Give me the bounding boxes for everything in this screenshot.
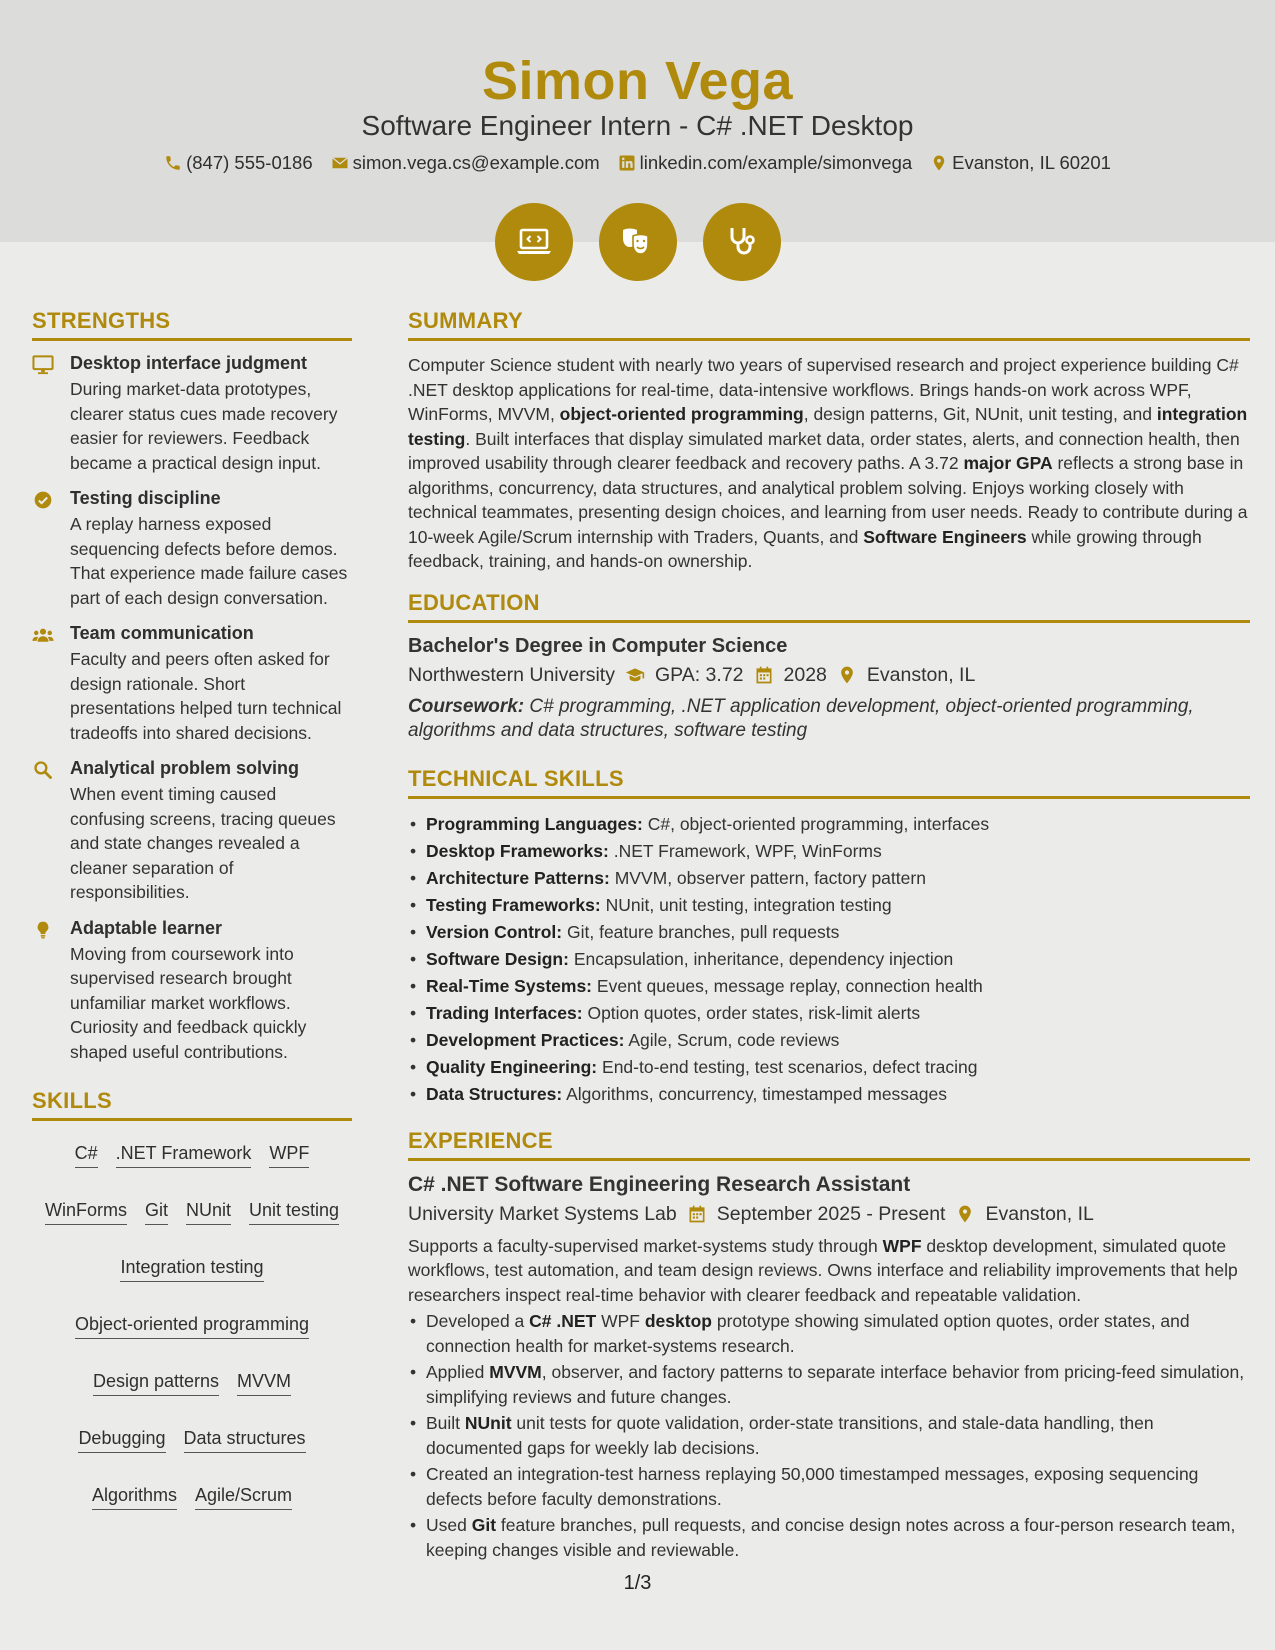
list-item: • Data Structures: Algorithms, concurrency, timestamped messages bbox=[408, 1081, 1250, 1108]
skill-chip: Object-oriented programming bbox=[75, 1310, 309, 1339]
experience-title: EXPERIENCE bbox=[408, 1128, 1250, 1161]
summary-text: Computer Science student with nearly two years of supervised research and project experience building C# .NET desktop applications for real-time, data-intensive workflows. Brings hands-on work across WPF, WinForms, MVVM, object-oriented programming, design patterns, Git, NUnit, unit testing, and integration testing. Built interfaces that display simulated market data, order states, alerts, and connection health, then improved usability through clearer feedback and recovery paths. A 3.72 major GPA reflects a strong base in algorithms, concurrency, data structures, and analytical problem solving. Enjoys working closely with technical teammates, presenting design choices, and learning from user needs. Ready to contribute during a 10-week Agile/Scrum internship with Traders, Quants, and Software Engineers while growing through feedback, training, and hands-on ownership. bbox=[408, 355, 1248, 571]
map-pin-icon bbox=[837, 665, 857, 685]
experience-meta bbox=[408, 1203, 1250, 1226]
list-item: • Trading Interfaces: Option quotes, order states, risk-limit alerts bbox=[408, 1000, 1250, 1027]
skill-chip: Data structures bbox=[184, 1424, 306, 1453]
strength-text: During market-data prototypes, clearer status cues made recovery easier for reviewers. Feedback became a practical design input. bbox=[70, 379, 338, 473]
map-pin-icon bbox=[930, 154, 948, 172]
badge-laptop bbox=[495, 203, 573, 281]
list-item: • Developed a C# .NET WPF desktop prototype showing simulated option quotes, order states, and connection health for market-systems research. bbox=[408, 1309, 1250, 1358]
phone-icon bbox=[164, 154, 182, 172]
linkedin-text: linkedin.com/example/simonvega bbox=[639, 152, 913, 173]
right-column bbox=[408, 308, 1250, 1564]
graduation-cap-icon bbox=[625, 665, 645, 685]
list-item: • Applied MVVM, observer, and factory patterns to separate interface behavior from pricing-feed simulation, simplifying reviews and future changes. bbox=[408, 1360, 1250, 1409]
lightbulb-icon bbox=[32, 920, 54, 940]
job-title: C# .NET Software Engineering Research Assistant bbox=[408, 1172, 911, 1196]
contact-email[interactable] bbox=[331, 152, 600, 174]
monitor-icon bbox=[32, 355, 54, 375]
skill-chip: .NET Framework bbox=[116, 1139, 252, 1168]
envelope-icon bbox=[331, 154, 349, 172]
skill-chip: Algorithms bbox=[92, 1481, 177, 1510]
candidate-name: Simon Vega bbox=[481, 51, 794, 111]
contact-bar bbox=[0, 152, 1275, 174]
page-number: 1/3 bbox=[623, 1572, 652, 1594]
strength-title: Team communication bbox=[70, 623, 254, 643]
strength-title: Adaptable learner bbox=[70, 917, 223, 938]
list-item: • Used Git feature branches, pull requests, and concise design notes across a four-person research team, keeping changes visible and reviewable. bbox=[408, 1513, 1250, 1562]
skill-chip: NUnit bbox=[186, 1196, 231, 1225]
contact-linkedin[interactable] bbox=[618, 152, 913, 174]
strength-item bbox=[32, 758, 352, 905]
skill-chip: Agile/Scrum bbox=[195, 1481, 292, 1510]
skill-chip: MVVM bbox=[237, 1367, 291, 1396]
education-title: EDUCATION bbox=[408, 590, 1250, 623]
search-icon bbox=[32, 760, 54, 780]
list-item: • Development Practices: Agile, Scrum, code reviews bbox=[408, 1027, 1250, 1054]
list-item: • Testing Frameworks: NUnit, unit testing, integration testing bbox=[408, 892, 1250, 919]
linkedin-icon bbox=[618, 154, 636, 172]
strength-text: Moving from coursework into supervised research brought unfamiliar market workflows. Curiosity and feedback quickly shaped useful contributions. bbox=[70, 943, 307, 1062]
job-dates: September 2025 - Present bbox=[716, 1202, 946, 1225]
school-name: Northwestern University bbox=[408, 663, 615, 686]
list-item: • Desktop Frameworks: .NET Framework, WPF, WinForms bbox=[408, 838, 1250, 865]
gpa-value: GPA: 3.72 bbox=[654, 663, 744, 686]
calendar-icon bbox=[754, 665, 774, 685]
candidate-role: Software Engineer Intern - C# .NET Desktop bbox=[361, 110, 914, 141]
list-item: • Real-Time Systems: Event queues, message replay, connection health bbox=[408, 973, 1250, 1000]
list-item: • Programming Languages: C#, object-oriented programming, interfaces bbox=[408, 811, 1250, 838]
list-item: • Software Design: Encapsulation, inheritance, dependency injection bbox=[408, 946, 1250, 973]
degree-name: Bachelor's Degree in Computer Science bbox=[408, 634, 788, 657]
contact-location bbox=[930, 152, 1111, 174]
laptop-code-icon bbox=[514, 222, 554, 262]
contact-phone[interactable] bbox=[164, 152, 313, 174]
list-item: • Built NUnit unit tests for quote validation, order-state transitions, and stale-data handling, then documented gaps for weekly lab decisions. bbox=[408, 1411, 1250, 1460]
experience-description: Supports a faculty-supervised market-systems study through WPF desktop development, simulated quote workflows, test automation, and team design reviews. Owns interface and reliability improvements that help researchers inspect real-time behavior with clearer feedback and repeatable validation. bbox=[408, 1235, 1238, 1305]
strength-title: Desktop interface judgment bbox=[70, 353, 308, 373]
skill-chip: Unit testing bbox=[249, 1196, 339, 1225]
strength-item bbox=[32, 918, 352, 1065]
left-column bbox=[32, 308, 352, 1510]
badge-masks bbox=[599, 203, 677, 281]
list-item: • Architecture Patterns: MVVM, observer pattern, factory pattern bbox=[408, 865, 1250, 892]
email-text: simon.vega.cs@example.com bbox=[352, 152, 600, 173]
summary-title: SUMMARY bbox=[408, 308, 1250, 341]
strength-title: Analytical problem solving bbox=[70, 758, 300, 778]
org-name: University Market Systems Lab bbox=[408, 1202, 677, 1225]
location-text: Evanston, IL 60201 bbox=[952, 152, 1111, 173]
strength-item bbox=[32, 623, 352, 745]
check-circle-icon bbox=[32, 490, 54, 510]
calendar-icon bbox=[687, 1204, 707, 1224]
education-meta bbox=[408, 664, 1250, 687]
strengths-title: STRENGTHS bbox=[32, 308, 352, 341]
skill-chip: Integration testing bbox=[120, 1253, 263, 1282]
skill-chip: C# bbox=[75, 1139, 98, 1168]
users-icon bbox=[32, 625, 54, 645]
list-item: • Quality Engineering: End-to-end testing, test scenarios, defect tracing bbox=[408, 1054, 1250, 1081]
map-pin-icon bbox=[955, 1204, 975, 1224]
strength-text: Faculty and peers often asked for design rationale. Short presentations helped turn technical tradeoffs into shared decisions. bbox=[70, 649, 342, 743]
badge-row bbox=[0, 203, 1275, 281]
theater-masks-icon bbox=[618, 222, 658, 262]
list-item: • Created an integration-test harness replaying 50,000 timestamped messages, exposing sequencing defects before faculty demonstrations. bbox=[408, 1462, 1250, 1511]
skill-chip: Design patterns bbox=[93, 1367, 219, 1396]
job-location: Evanston, IL bbox=[985, 1202, 1094, 1225]
technical-skills-title: TECHNICAL SKILLS bbox=[408, 766, 1250, 799]
experience-bullets bbox=[408, 1309, 1250, 1562]
phone-text: (847) 555-0186 bbox=[186, 152, 313, 173]
list-item: • Version Control: Git, feature branches, pull requests bbox=[408, 919, 1250, 946]
technical-skills-list bbox=[408, 811, 1250, 1108]
skill-chip: WPF bbox=[269, 1139, 309, 1168]
skill-chip: WinForms bbox=[45, 1196, 127, 1225]
strength-item bbox=[32, 353, 352, 475]
badge-stethoscope bbox=[703, 203, 781, 281]
grad-year: 2028 bbox=[783, 663, 827, 686]
school-location: Evanston, IL bbox=[866, 663, 976, 686]
skill-chip: Git bbox=[145, 1196, 168, 1225]
strength-text: When event timing caused confusing screens, tracing queues and state changes revealed a cleaner separation of responsibilities. bbox=[70, 784, 336, 902]
strength-text: A replay harness exposed sequencing defects before demos. That experience made failure cases part of each design conversation. bbox=[70, 514, 348, 608]
skills-title: SKILLS bbox=[32, 1088, 352, 1121]
strength-item bbox=[32, 488, 352, 610]
strength-title: Testing discipline bbox=[70, 488, 221, 508]
stethoscope-icon bbox=[722, 222, 762, 262]
skills-chip-list bbox=[32, 1133, 352, 1510]
coursework: Coursework: C# programming, .NET application development, object-oriented programming, algorithms and data structures, software testing bbox=[408, 695, 1194, 741]
skill-chip: Debugging bbox=[78, 1424, 165, 1453]
